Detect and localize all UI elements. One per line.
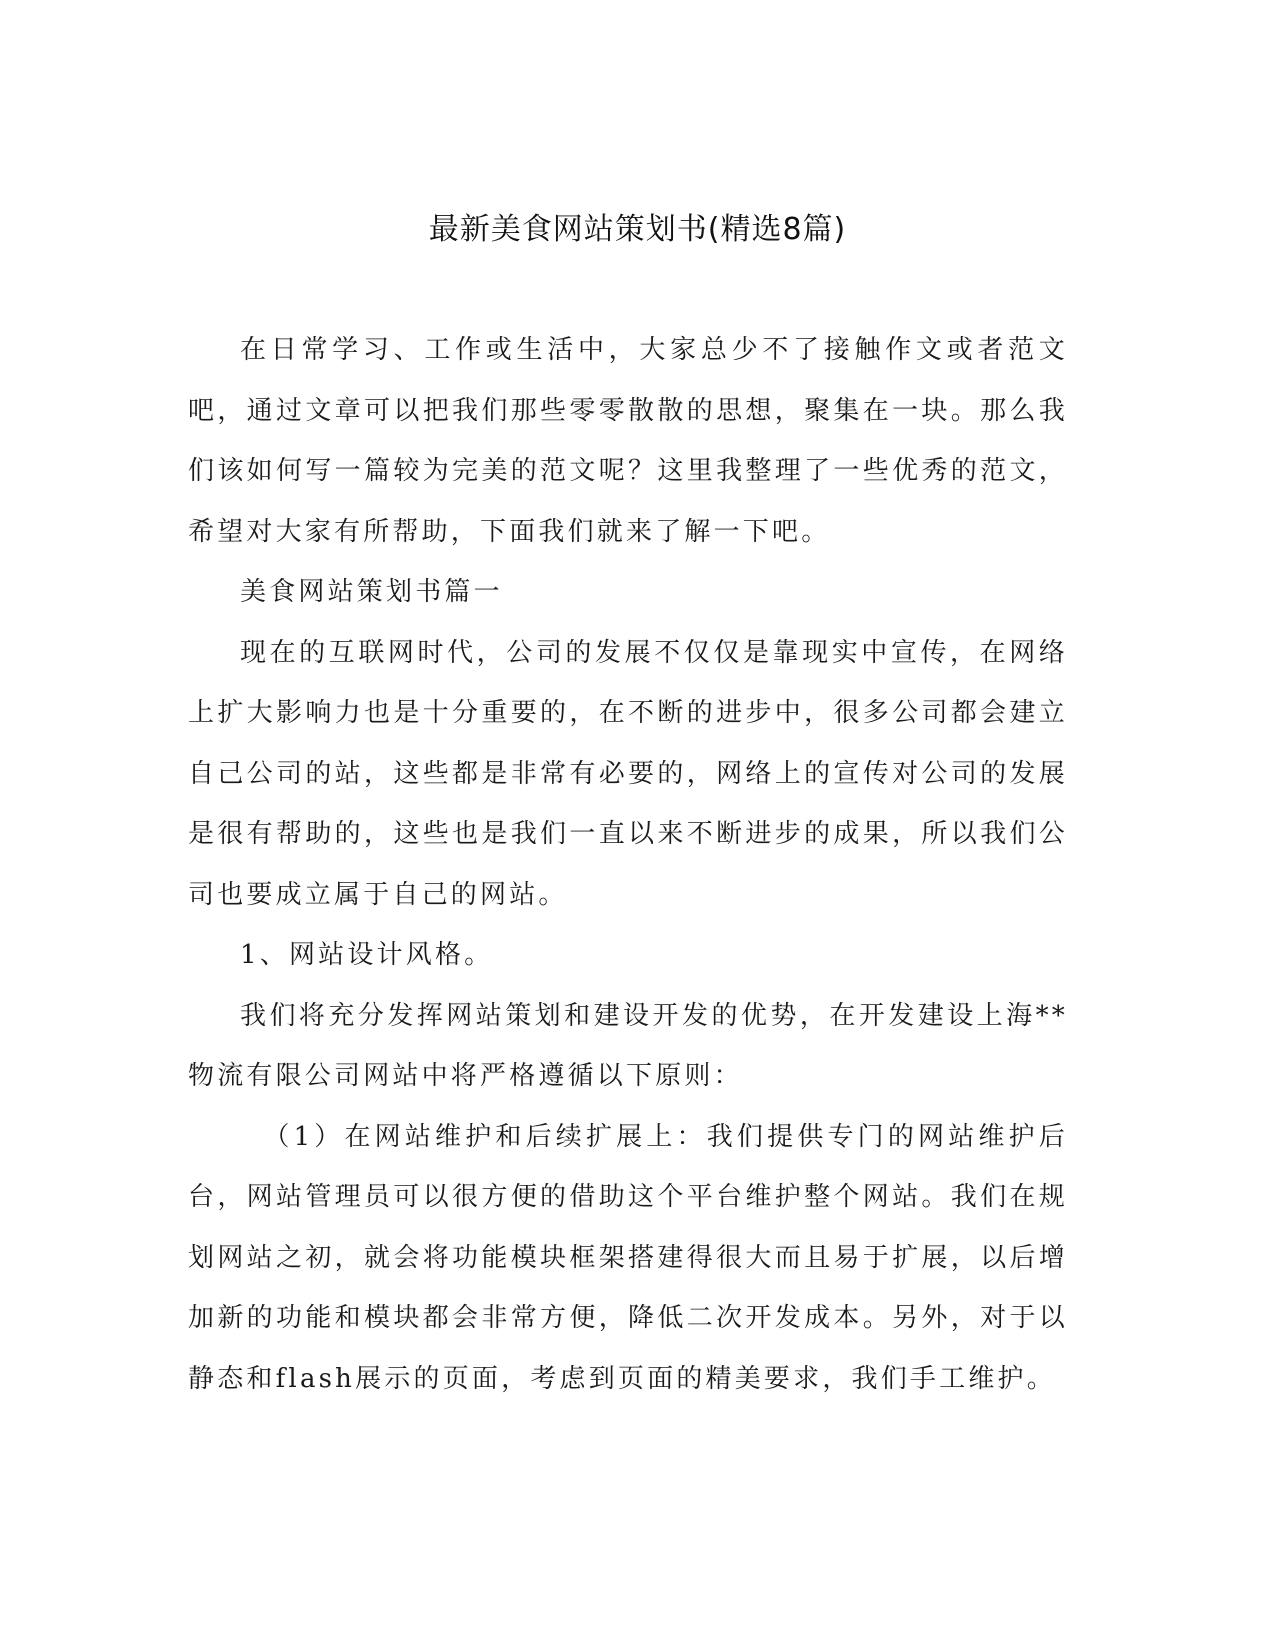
numbered-heading: 1、网站设计风格。 (240, 940, 494, 970)
document-body (188, 320, 1068, 1409)
document-title: 最新美食网站策划书(精选8篇) (428, 212, 847, 247)
section-heading: 美食网站策划书篇一 (240, 577, 503, 607)
list-item: （1）在网站维护和后续扩展上：我们提供专门的网站维护后台，网站管理员可以很方便的借助这个平台维护整个网站。我们在规划网站之初，就会将功能模块框架搭建得很大而且易于扩展，以后增加新的功能和模块都会非常方便，降低二次开发成本。另外，对于以静态和flash展示的页面，考虑到页面的精美要求，我们手工维护。 (188, 1121, 1068, 1394)
body-paragraph: 现在的互联网时代，公司的发展不仅仅是靠现实中宣传，在网络上扩大影响力也是十分重要的，在不断的进步中，很多公司都会建立自己公司的站，这些都是非常有必要的，网络上的宣传对公司的发展是很有帮助的，这些也是我们一直以来不断进步的成果，所以我们公司也要成立属于自己的网站。 (188, 637, 1068, 910)
intro-paragraph: 在日常学习、工作或生活中，大家总少不了接触作文或者范文吧，通过文章可以把我们那些零零散散的思想，聚集在一块。那么我们该如何写一篇较为完美的范文呢？这里我整理了一些优秀的范文，希望对大家有所帮助，下面我们就来了解一下吧。 (188, 335, 1068, 547)
body-paragraph: 我们将充分发挥网站策划和建设开发的优势，在开发建设上海**物流有限公司网站中将严格遵循以下原则： (188, 1000, 1068, 1091)
